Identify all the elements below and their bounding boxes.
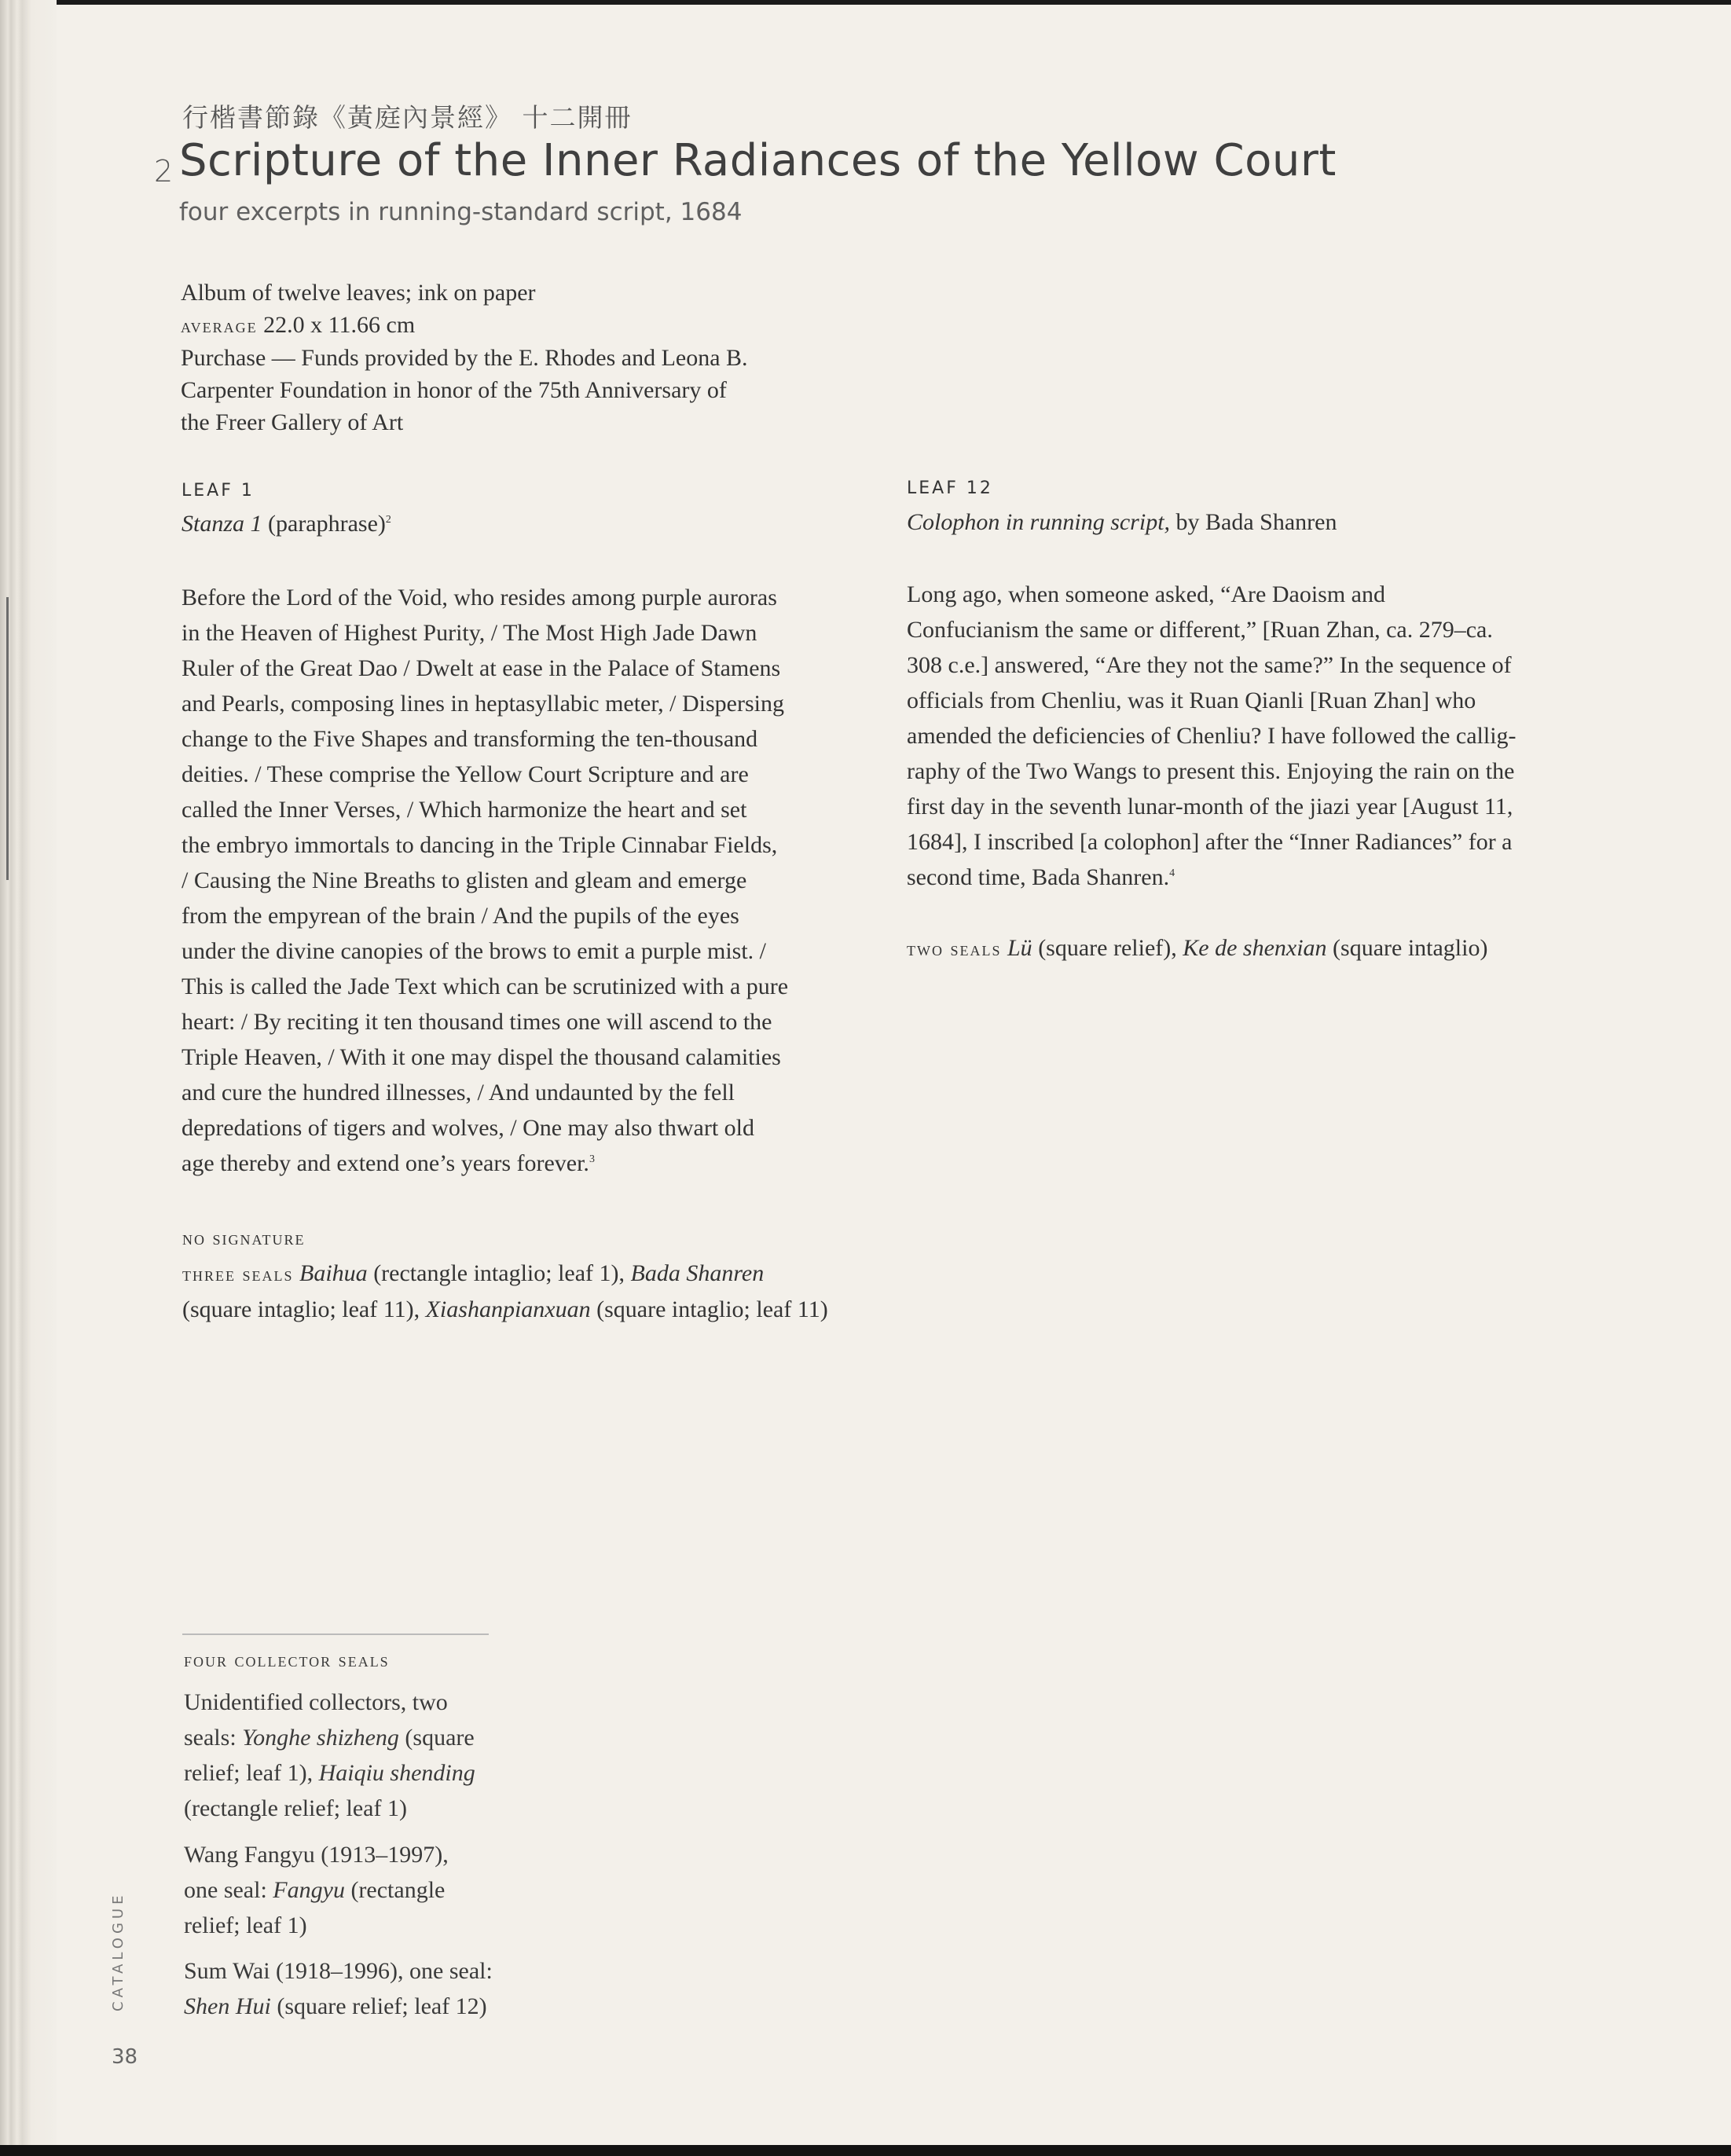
chinese-title: 行楷書節錄《黃庭內景經》 十二開冊 [182, 102, 633, 133]
text-line: Long ago, when someone asked, “Are Daoism and [907, 581, 1385, 607]
text-line-content: age thereby and extend one’s years forever. [182, 1150, 589, 1176]
text-line: Confucianism the same or different,” [Ruan Zhan, ca. 279–ca. [907, 617, 1493, 643]
text-line-content: second time, Bada Shanren. [907, 864, 1170, 890]
page-top-edge [0, 0, 1731, 5]
page-number: 38 [112, 2045, 138, 2069]
seals-label: three seals [182, 1263, 294, 1285]
text-line: This is called the Jade Text which can be scrutinized with a pure [182, 974, 789, 999]
text-line: and Pearls, composing lines in heptasyllabic meter, / Dispersing [182, 691, 784, 717]
seal-detail: (square relief), [1032, 935, 1183, 961]
leaf1-translation [182, 580, 788, 1181]
leaf12-colophon-title: Colophon in running script, [907, 509, 1171, 535]
collector-entry-sum-wai [184, 1953, 530, 2024]
text-line: officials from Chenliu, was it Ruan Qianli [Ruan Zhan] who [907, 688, 1476, 713]
collector-text: (rectangle [344, 1877, 446, 1903]
collector-line: Sum Wai (1918–1996), one seal: [184, 1958, 493, 1984]
seal-name: Xiashanpianxuan [425, 1296, 591, 1322]
leaf12-translation [907, 577, 1516, 895]
credit-line: Purchase — Funds provided by the E. Rhodes and Leona B. [181, 345, 748, 371]
dimensions-line [181, 309, 888, 342]
text-line: Ruler of the Great Dao / Dwelt at ease in the Palace of Stamens [182, 655, 781, 681]
dimensions-label: average [181, 314, 258, 337]
leaf12-heading: LEAF 12 [907, 478, 993, 498]
leaf12-subheading [907, 509, 1337, 536]
collector-entry-wang-fangyu [184, 1837, 530, 1943]
leaf12-author: by Bada Shanren [1170, 509, 1337, 535]
collector-line: relief; leaf 1) [184, 1912, 307, 1938]
seal-detail: (square intaglio; leaf 11) [590, 1296, 828, 1322]
collector-text: seals: [184, 1725, 243, 1751]
collector-line [184, 1720, 530, 1755]
leaf12-seals [907, 930, 1487, 966]
leaf1-stanza: Stanza 1 [182, 511, 262, 537]
leaf1-paraphrase: (paraphrase) [262, 511, 386, 537]
text-line: change to the Five Shapes and transforming the ten-thousand [182, 726, 758, 752]
seal-detail: (rectangle intaglio; leaf 1), [367, 1260, 631, 1286]
dimensions-value: 22.0 x 11.66 cm [263, 312, 416, 338]
collector-divider [182, 1634, 489, 1635]
seal-name: Lü [1007, 935, 1032, 961]
footnote-ref: 4 [1169, 867, 1175, 879]
collector-heading: four collector seals [184, 1648, 390, 1671]
text-line: deities. / These comprise the Yellow Court Scripture and are [182, 761, 749, 787]
catalogue-number: 2 [154, 154, 174, 189]
credit-line: Carpenter Foundation in honor of the 75th Anniversary of [181, 377, 727, 403]
page-title: Scripture of the Inner Radiances of the Yellow Court [179, 135, 1337, 186]
text-line: 1684], I inscribed [a colophon] after the “Inner Radiances” for a [907, 829, 1513, 855]
page-binding-edge [0, 0, 57, 2156]
text-line: depredations of tigers and wolves, / One may also thwart old [182, 1115, 754, 1141]
page-bottom-edge [0, 2145, 1731, 2156]
text-line [182, 1146, 788, 1181]
seal-name: Haiqiu shending [318, 1760, 475, 1786]
text-line: heart: / By reciting it ten thousand times one will ascend to the [182, 1009, 772, 1035]
page-subtitle: four excerpts in running-standard script, 1684 [179, 198, 743, 226]
seal-name: Shen Hui [184, 1993, 271, 2019]
text-line [907, 860, 1516, 895]
seal-name: Yonghe shizheng [242, 1725, 399, 1751]
seal-detail: (square intaglio; leaf 11), [182, 1296, 426, 1322]
leaf1-seals [182, 1219, 828, 1327]
collector-text: one seal: [184, 1877, 273, 1903]
credit-line: the Freer Gallery of Art [181, 409, 404, 435]
binding-mark [6, 597, 9, 880]
text-line: from the empyrean of the brain / And the pupils of the eyes [182, 903, 739, 929]
text-line: under the divine canopies of the brows to emit a purple mist. / [182, 938, 766, 964]
leaf1-subheading [182, 511, 391, 537]
seal-name: Fangyu [273, 1877, 345, 1903]
text-line: the embryo immortals to dancing in the Triple Cinnabar Fields, [182, 832, 778, 858]
text-line: 308 c.e.] answered, “Are they not the same?” In the sequence of [907, 652, 1512, 678]
seal-name: Baihua [299, 1260, 368, 1286]
footnote-ref: 3 [589, 1153, 595, 1165]
seal-name: Bada Shanren [630, 1260, 765, 1286]
text-line: first day in the seventh lunar-month of the jiazi year [August 11, [907, 794, 1513, 820]
text-line: amended the deficiencies of Chenliu? I have followed the callig- [907, 723, 1516, 749]
collector-text: relief; leaf 1), [184, 1760, 319, 1786]
section-side-label: CATALOGUE [110, 1891, 127, 2011]
footnote-ref: 2 [385, 514, 391, 526]
seal-detail: (square intaglio) [1326, 935, 1488, 961]
text-line: Triple Heaven, / With it one may dispel the thousand calamities [182, 1044, 781, 1070]
collector-entry-unidentified [184, 1685, 530, 1826]
medium-line: Album of twelve leaves; ink on paper [181, 280, 536, 306]
text-line: in the Heaven of Highest Purity, / The Most High Jade Dawn [182, 620, 757, 646]
collector-line [184, 1989, 530, 2024]
text-line: called the Inner Verses, / Which harmonize the heart and set [182, 797, 747, 823]
seal-name: Ke de shenxian [1183, 935, 1327, 961]
leaf1-heading: LEAF 1 [182, 481, 255, 500]
collector-line: (rectangle relief; leaf 1) [184, 1795, 407, 1821]
text-line: raphy of the Two Wangs to present this. Enjoying the rain on the [907, 758, 1515, 784]
collector-line: Wang Fangyu (1913–1997), [184, 1842, 449, 1868]
text-line: / Causing the Nine Breaths to glisten and gleam and emerge [182, 867, 747, 893]
signature-label: no signature [182, 1226, 306, 1249]
object-details [181, 277, 888, 438]
collector-line [184, 1755, 530, 1791]
collector-text: (square [398, 1725, 475, 1751]
text-line: and cure the hundred illnesses, / And undaunted by the fell [182, 1080, 735, 1106]
collector-text: (square relief; leaf 12) [270, 1993, 487, 2019]
collector-line [184, 1872, 530, 1908]
seals-label: two seals [907, 937, 1002, 960]
text-line: Before the Lord of the Void, who resides among purple auroras [182, 585, 777, 610]
collector-line: Unidentified collectors, two [184, 1689, 448, 1715]
